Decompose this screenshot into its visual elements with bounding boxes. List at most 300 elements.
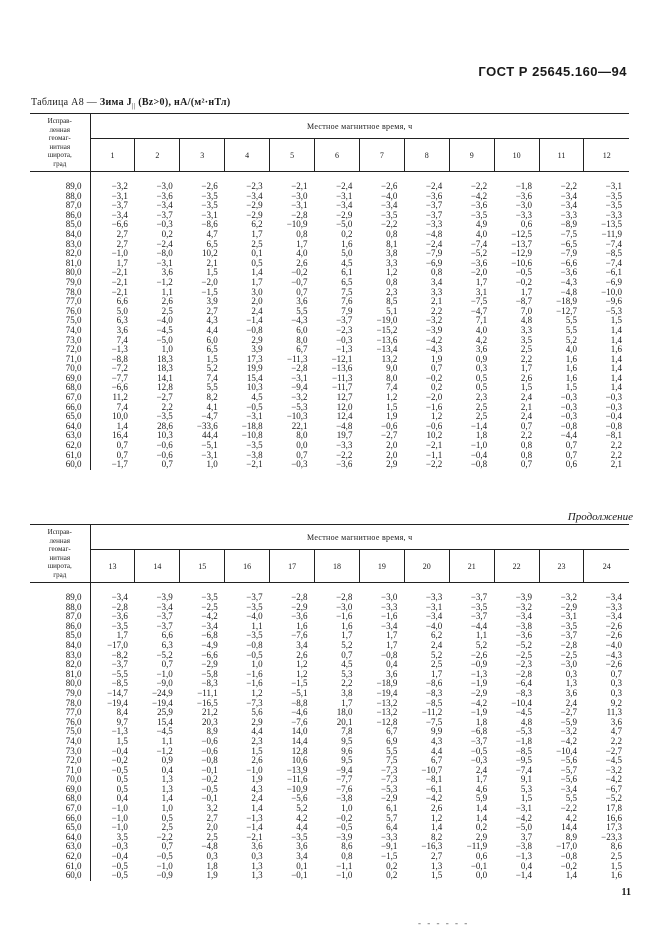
value-cell: 1,5 [610, 315, 622, 326]
value-cell: 0,2 [431, 382, 443, 393]
value-cell: 1,3 [431, 860, 443, 871]
value-cell: −13,6 [376, 334, 398, 345]
value-cell: −2,1 [111, 286, 128, 297]
value-cell: 3,6 [161, 267, 173, 278]
value-cell: 6,7 [431, 755, 443, 766]
value-cell: −13,2 [376, 707, 398, 718]
hour-header: 8 [404, 139, 449, 172]
value-cell: 1,0 [206, 459, 218, 470]
latitude-cell: 74,0 [30, 326, 90, 336]
value-cell: 2,5 [431, 659, 443, 670]
latitude-cell: 83,0 [30, 651, 90, 661]
value-cell: −3,5 [605, 190, 622, 201]
value-cell: −1,7 [111, 459, 128, 470]
value-cell: 6,0 [296, 324, 308, 335]
value-cell: 7,9 [341, 305, 353, 316]
value-cell: −2,8 [291, 363, 308, 374]
value-cell: −0,9 [156, 870, 173, 881]
value-cell: 0,5 [251, 257, 263, 268]
value-cell: −15,2 [376, 324, 398, 335]
time-span-header: Местное магнитное время, ч [90, 114, 629, 139]
value-cell: 5,0 [116, 305, 128, 316]
value-cell: −3,5 [470, 209, 488, 220]
value-cell: 3,0 [251, 286, 263, 297]
value-cell: −2,9 [246, 209, 263, 220]
value-cell: 4,4 [296, 822, 308, 833]
value-cell: −7,5 [425, 716, 443, 727]
latitude-header-text: Исправ- ленная геомаг- нитная широта, град [47, 117, 72, 168]
value-cell: −6,1 [605, 267, 622, 278]
value-cell: 1,8 [206, 860, 218, 871]
value-cell: 0,4 [520, 860, 533, 871]
value-cell: −8,8 [291, 697, 308, 708]
value-cell: −4,2 [470, 190, 488, 201]
latitude-cell: 73,0 [30, 336, 90, 346]
value-cell: 5,1 [386, 305, 398, 316]
value-cell: 19,7 [336, 430, 353, 441]
hour-header: 16 [225, 550, 270, 583]
value-cell: −8,3 [425, 687, 443, 698]
time-span-header: Местное магнитное время, ч [90, 525, 629, 550]
latitude-column-header [30, 114, 90, 172]
value-cell: 1,7 [116, 630, 128, 641]
value-cell: −8,3 [201, 678, 218, 689]
value-cell: 9,0 [386, 363, 398, 374]
value-cell: 0,8 [520, 449, 533, 460]
value-cell: −3,0 [515, 200, 533, 211]
value-cell: 3,7 [520, 831, 533, 842]
value-cell: 9,6 [341, 745, 353, 756]
value-cell: −11,3 [287, 353, 308, 364]
value-cell: 6,5 [206, 344, 218, 355]
value-cell: 5,9 [475, 793, 488, 804]
value-cell: −4,2 [425, 334, 443, 345]
value-cell: −8,6 [425, 678, 443, 689]
value-cell: 3,6 [296, 841, 308, 852]
value-cell: −0,1 [201, 764, 218, 775]
value-cell: 10,2 [426, 430, 443, 441]
value-cell: 0,4 [161, 764, 173, 775]
footer-mark: - - - - - - [418, 918, 470, 928]
value-cell: 1,6 [565, 372, 577, 383]
value-cell: −9,5 [515, 755, 533, 766]
value-cell: −3,8 [515, 620, 533, 631]
value-cell: 1,2 [386, 267, 398, 278]
value-cell: −1,3 [515, 851, 533, 862]
value-cell: 1,4 [475, 812, 488, 823]
value-cell: −7,5 [560, 228, 577, 239]
value-cell: 5,2 [296, 803, 308, 814]
value-cell: 0,7 [610, 668, 622, 679]
value-cell: 8,1 [386, 238, 398, 249]
value-cell: 16,4 [112, 430, 128, 441]
value-cell: 0,8 [341, 851, 353, 862]
value-cell: 14,4 [561, 822, 577, 833]
value-cell: −0,8 [381, 649, 398, 660]
latitude-cell: 79,0 [30, 689, 90, 699]
value-cell: −3,4 [381, 620, 398, 631]
value-cell: −1,6 [381, 611, 398, 622]
value-cell: −8,8 [111, 353, 128, 364]
latitude-cell: 78,0 [30, 288, 90, 298]
value-cell: −3,4 [336, 200, 353, 211]
value-cell: 3,6 [610, 716, 622, 727]
value-cell: 0,4 [386, 659, 398, 670]
value-cell: 0,8 [296, 228, 308, 239]
latitude-cell: 65,0 [30, 412, 90, 422]
value-cell: 1,9 [431, 353, 443, 364]
value-cell: 3,6 [475, 344, 488, 355]
value-cell: −9,4 [336, 764, 353, 775]
value-cell: 1,7 [116, 257, 128, 268]
value-cell: 4,0 [565, 344, 577, 355]
value-cell: 1,7 [386, 630, 398, 641]
value-cell: −2,4 [156, 238, 173, 249]
value-cell: 14,4 [291, 735, 308, 746]
value-cell: −0,8 [246, 324, 263, 335]
value-cell: 5,3 [520, 783, 533, 794]
value-cell: −4,2 [605, 774, 622, 785]
value-cell: −3,5 [246, 601, 263, 612]
hour-header: 17 [270, 550, 315, 583]
latitude-cell: 84,0 [30, 641, 90, 651]
value-cell: 1,3 [251, 870, 263, 881]
value-cell: −0,2 [515, 276, 533, 287]
value-cell: −8,3 [515, 687, 533, 698]
latitude-cell: 77,0 [30, 708, 90, 718]
value-cell: −2,7 [156, 392, 173, 403]
value-cell: −3,4 [560, 783, 577, 794]
value-cell: −19,4 [107, 697, 128, 708]
latitude-cell: 86,0 [30, 211, 90, 221]
value-cell: −3,7 [156, 209, 173, 220]
value-cell: −4,8 [336, 420, 353, 431]
value-cell: −18,9 [556, 296, 577, 307]
value-cell: 9,9 [431, 726, 443, 737]
value-cell: 2,2 [520, 353, 533, 364]
value-cell: 9,1 [520, 774, 533, 785]
caption-subscript: || [131, 102, 136, 110]
value-cell: 22,1 [291, 420, 308, 431]
value-cell: −3,0 [291, 190, 308, 201]
value-cell: 0,2 [386, 860, 398, 871]
latitude-cell: 87,0 [30, 612, 90, 622]
value-cell: −4,2 [201, 611, 218, 622]
value-cell: −0,5 [111, 870, 128, 881]
value-cell: 18,3 [157, 363, 173, 374]
value-cell: −3,7 [470, 735, 488, 746]
value-cell: −3,3 [425, 219, 443, 230]
value-cell: −0,3 [470, 755, 488, 766]
value-cell: −2,9 [336, 209, 353, 220]
value-cell: 4,5 [341, 659, 353, 670]
latitude-cell: 63,0 [30, 842, 90, 852]
value-cell: −5,6 [560, 755, 577, 766]
value-cell: −0,1 [201, 793, 218, 804]
hour-header: 12 [584, 139, 629, 172]
value-cell: 5,2 [341, 639, 353, 650]
latitude-cell: 85,0 [30, 220, 90, 230]
value-cell: −2,6 [381, 181, 398, 191]
value-cell: −11,9 [466, 841, 488, 852]
value-cell: −0,8 [560, 851, 577, 862]
value-cell: 4,9 [475, 219, 488, 230]
value-cell: −0,3 [156, 219, 173, 230]
value-cell: −3,7 [156, 611, 173, 622]
value-cell: 4,7 [610, 726, 622, 737]
value-cell: −0,5 [336, 822, 353, 833]
value-cell: 4,2 [565, 812, 577, 823]
value-cell: 15,4 [157, 716, 173, 727]
value-cell: −6,1 [425, 783, 443, 794]
value-cell: −3,0 [560, 659, 577, 670]
value-cell: 7,4 [116, 334, 128, 345]
value-cell: 1,4 [610, 363, 622, 374]
latitude-cell: 88,0 [30, 192, 90, 202]
value-cell: −5,7 [560, 764, 577, 775]
value-cell: −13,5 [601, 219, 622, 230]
value-cell: −8,5 [425, 697, 443, 708]
value-cell: −3,7 [336, 315, 353, 326]
value-cell: −17,0 [556, 841, 577, 852]
value-cell: −4,0 [156, 315, 173, 326]
value-cell: −8,1 [605, 430, 622, 441]
value-cell: −7,3 [381, 774, 398, 785]
value-cell: 2,1 [520, 401, 533, 412]
value-cell: 0,3 [475, 363, 488, 374]
value-cell: −1,5 [201, 286, 218, 297]
value-cell: −4,7 [201, 411, 218, 422]
value-cell: −4,7 [470, 305, 488, 316]
value-cell: 1,1 [161, 735, 173, 746]
value-cell: 1,7 [251, 228, 263, 239]
value-cell: −2,9 [291, 601, 308, 612]
value-cell: −3,4 [111, 209, 128, 220]
value-cell: 2,4 [251, 305, 263, 316]
value-cell: −0,3 [560, 392, 577, 403]
value-cell: 4,1 [206, 401, 218, 412]
value-cell: 0,2 [386, 870, 398, 881]
value-cell: 6,5 [206, 238, 218, 249]
value-cell: 2,4 [475, 764, 488, 775]
value-cell: 3,8 [341, 687, 353, 698]
value-cell: 2,4 [565, 697, 577, 708]
value-cell: −5,3 [381, 783, 398, 794]
value-cell: −7,3 [381, 764, 398, 775]
value-cell: −2,6 [605, 630, 622, 641]
value-cell: 0,8 [386, 228, 398, 239]
value-cell: 0,1 [296, 860, 308, 871]
value-cell: −3,9 [425, 324, 443, 335]
value-cell: 14,1 [157, 372, 173, 383]
value-cell: 4,4 [251, 726, 263, 737]
value-cell: 0,4 [116, 793, 128, 804]
value-cell: 17,3 [246, 353, 263, 364]
value-cell: 5,2 [206, 363, 218, 374]
value-cell: −0,2 [560, 860, 577, 871]
value-cell: 1,4 [161, 793, 173, 804]
value-cell: −3,4 [425, 611, 443, 622]
value-cell: −12,9 [511, 248, 533, 259]
value-cell: 12,8 [291, 745, 308, 756]
hour-header: 21 [449, 550, 494, 583]
value-cell: −3,5 [111, 620, 128, 631]
value-cell: 5,5 [296, 305, 308, 316]
value-cell: −3,3 [336, 440, 353, 451]
value-cell: −8,9 [560, 219, 577, 230]
value-cell: −5,2 [156, 649, 173, 660]
value-cell: −3,6 [425, 190, 443, 201]
value-cell: −7,4 [605, 257, 622, 268]
value-cell: −2,3 [336, 324, 353, 335]
value-cell: −3,5 [246, 630, 263, 641]
value-cell: −1,3 [246, 812, 263, 823]
value-cell: −12,5 [511, 228, 533, 239]
value-cell: −1,0 [156, 860, 173, 871]
value-cell: 6,7 [386, 726, 398, 737]
latitude-cell: 61,0 [30, 451, 90, 461]
value-cell: −1,5 [291, 678, 308, 689]
latitude-cell: 62,0 [30, 441, 90, 451]
value-cell: −1,8 [515, 181, 533, 191]
latitude-cell: 67,0 [30, 804, 90, 814]
value-cell: −5,1 [201, 440, 218, 451]
value-cell: 5,5 [565, 315, 577, 326]
latitude-cell: 86,0 [30, 622, 90, 632]
value-cell: −7,9 [560, 248, 577, 259]
value-cell: 0,7 [116, 440, 128, 451]
latitude-cell: 73,0 [30, 747, 90, 757]
value-cell: −5,3 [605, 305, 622, 316]
value-cell: 1,2 [251, 687, 263, 698]
value-cell: −9,1 [381, 841, 398, 852]
value-cell: 2,2 [520, 430, 533, 441]
table-caption [31, 97, 230, 110]
value-cell: −1,9 [470, 678, 488, 689]
value-cell: −3,5 [560, 620, 577, 631]
value-cell: 0,5 [116, 783, 128, 794]
value-cell: −0,3 [291, 459, 308, 470]
value-cell: 2,5 [251, 238, 263, 249]
value-cell: −8,5 [515, 745, 533, 756]
value-cell: 3,3 [520, 324, 533, 335]
value-cell: 1,4 [251, 267, 263, 278]
value-cell: −3,7 [111, 200, 128, 211]
value-cell: 1,0 [251, 659, 263, 670]
value-cell: −19,4 [376, 687, 398, 698]
value-cell: 0,7 [116, 449, 128, 460]
value-cell: 3,9 [206, 296, 218, 307]
value-cell: −1,4 [246, 315, 263, 326]
value-cell: −11,2 [421, 707, 443, 718]
value-cell: −0,6 [201, 745, 218, 756]
value-cell: −3,8 [246, 449, 263, 460]
latitude-header-text: Исправ- ленная геомаг- нитная широта, град [47, 528, 72, 579]
value-cell: −5,8 [201, 668, 218, 679]
latitude-cell: 89,0 [30, 172, 90, 192]
value-cell: −4,3 [425, 344, 443, 355]
hour-header: 23 [539, 550, 584, 583]
value-cell: −8,5 [111, 678, 128, 689]
value-cell: 4,7 [206, 228, 218, 239]
value-cell: 1,3 [565, 678, 577, 689]
value-cell: 0,7 [341, 649, 353, 660]
value-cell: −1,6 [246, 668, 263, 679]
value-cell: −0,5 [111, 860, 128, 871]
value-cell: −1,1 [336, 860, 353, 871]
hour-header: 22 [494, 550, 539, 583]
value-cell: 0,7 [161, 459, 173, 470]
value-cell: 13,2 [381, 353, 398, 364]
value-cell: −4,9 [201, 639, 218, 650]
value-cell: −0,8 [470, 459, 488, 470]
value-cell: −3,7 [246, 592, 263, 602]
value-cell: 8,5 [386, 296, 398, 307]
value-cell: 1,4 [610, 353, 622, 364]
value-cell: −5,2 [470, 248, 488, 259]
value-cell: −0,8 [605, 420, 622, 431]
value-cell: −1,6 [336, 611, 353, 622]
document-header: ГОСТ Р 25645.160—94 [478, 64, 627, 79]
value-cell: −3,2 [560, 726, 577, 737]
value-cell: 1,4 [431, 822, 443, 833]
value-cell: 2,7 [116, 238, 128, 249]
value-cell: 0,6 [520, 219, 533, 230]
value-cell: −10,4 [556, 745, 577, 756]
value-cell: −0,5 [246, 649, 263, 660]
value-cell: 12,7 [336, 392, 353, 403]
value-cell: 1,7 [341, 630, 353, 641]
value-cell: −4,0 [381, 190, 398, 201]
value-cell: 2,5 [610, 851, 622, 862]
value-cell: −3,7 [560, 630, 577, 641]
value-cell: −3,5 [156, 411, 173, 422]
value-cell: −2,8 [111, 601, 128, 612]
table-row [30, 871, 629, 881]
value-cell: 2,5 [475, 411, 488, 422]
value-cell: −3,9 [515, 592, 533, 602]
value-cell: −3,9 [156, 592, 173, 602]
value-cell: 0,8 [431, 267, 443, 278]
value-cell: −3,1 [201, 449, 218, 460]
value-cell: 2,9 [475, 831, 488, 842]
value-cell: 6,6 [161, 630, 173, 641]
value-cell: 8,9 [206, 726, 218, 737]
value-cell: −2,2 [425, 459, 443, 470]
value-cell: 11,3 [606, 707, 622, 718]
value-cell: 12,0 [336, 401, 353, 412]
value-cell: −7,4 [470, 238, 488, 249]
value-cell: 3,6 [251, 841, 263, 852]
value-cell: 8,0 [386, 372, 398, 383]
value-cell: −0,3 [111, 841, 128, 852]
value-cell: −3,9 [336, 831, 353, 842]
value-cell: 0,2 [475, 822, 488, 833]
value-cell: −3,1 [201, 209, 218, 220]
latitude-cell: 74,0 [30, 737, 90, 747]
value-cell: 5,3 [341, 668, 353, 679]
value-cell: −3,5 [605, 200, 622, 211]
value-cell: 0,3 [565, 668, 577, 679]
value-cell: 1,6 [610, 344, 622, 355]
value-cell: 28,6 [157, 420, 173, 431]
value-cell: −7,7 [336, 774, 353, 785]
value-cell: −1,4 [470, 420, 488, 431]
value-cell: −3,0 [336, 601, 353, 612]
value-cell: 10,3 [246, 382, 263, 393]
value-cell: 1,5 [431, 870, 443, 881]
value-cell: −2,2 [560, 803, 577, 814]
